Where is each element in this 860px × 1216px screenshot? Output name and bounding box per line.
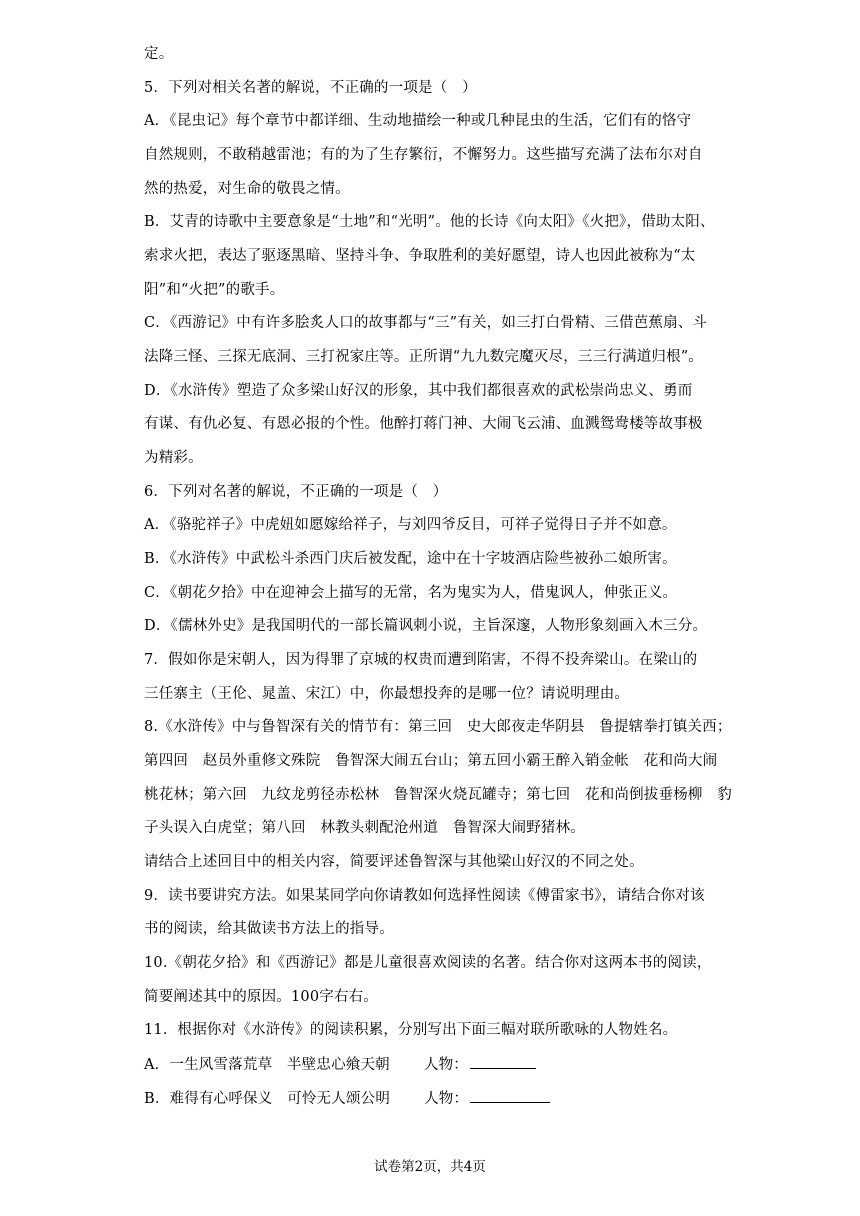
- question-10: 10.《朝花夕拾》和《西游记》都是儿童很喜欢阅读的名著。结合你对这两本书的阅读，: [144, 955, 712, 971]
- question-11: 11．根据你对《水浒传》的阅读积累，分别写出下面三幅对联所歌咏的人物姓名。: [144, 1022, 678, 1038]
- page-footer: 试卷第2页，共4页: [374, 1159, 486, 1175]
- text-line: 三任寨主（王伦、晁盖、宋江）中，你最想投奔的是哪一位？请说明理由。: [144, 686, 630, 702]
- question-6: 6．下列对名著的解说，不正确的一项是（ ）: [144, 484, 448, 500]
- option-c-line: C．《西游记》中有许多脍炙人口的故事都与“三”有关，如三打白骨精、三借芭蕉扇、斗: [144, 315, 708, 331]
- option-a-line: A．《昆虫记》每个章节中都详细、生动地描绘一种或几种昆虫的生活，它们有的恪守: [144, 113, 692, 129]
- answer-label: 人物：: [424, 1091, 469, 1107]
- option-a-line: A．《骆驼祥子》中虎妞如愿嫁给祥子，与刘四爷反目，可祥子觉得日子并不如意。: [144, 517, 677, 533]
- option-b-line: B．《水浒传》中武松斗杀西门庆后被发配，途中在十字坡酒店险些被孙二娘所害。: [144, 551, 677, 567]
- option-c-line: C．《朝花夕拾》中在迎神会上描写的无常，名为鬼实为人，借鬼讽人，伸张正义。: [144, 585, 678, 601]
- text-line: 阳”和“火把”的歌手。: [144, 282, 285, 298]
- answer-label: 人物：: [423, 1057, 468, 1073]
- text-line: 法降三怪、三探无底洞、三打祝家庄等。正所谓“九九数完魔灭尽，三三行满道归根”。: [144, 349, 704, 365]
- question-7: 7．假如你是宋朝人，因为得罪了京城的权贵而遭到陷害，不得不投奔梁山。在梁山的: [144, 652, 698, 668]
- question-9: 9．读书要讲究方法。如果某同学向你请教如何选择性阅读《傅雷家书》，请结合你对该: [144, 888, 705, 904]
- text-line: 为精彩。: [144, 450, 203, 466]
- answer-blank[interactable]: [470, 1054, 536, 1069]
- text-line: 自然规则，不敢稍越雷池；有的为了生存繁衍，不懈努力。这些描写充满了法布尔对自: [144, 147, 703, 163]
- text-line: 书的阅读，给其做读书方法上的指导。: [144, 921, 394, 937]
- option-d-line: D．《水浒传》塑造了众多梁山好汉的形象，其中我们都很喜欢的武松崇尚忠义、勇而: [144, 383, 693, 399]
- text-line: 请结合上述回目中的相关内容，简要评述鲁智深与其他梁山好汉的不同之处。: [144, 854, 644, 870]
- text-line: 索求火把，表达了驱逐黑暗、坚持斗争、争取胜利的美好愿望，诗人也因此被称为“太: [144, 248, 696, 264]
- answer-blank[interactable]: [470, 1088, 550, 1103]
- option-d-line: D．《儒林外史》是我国明代的一部长篇讽刺小说，主旨深邃，人物形象刻画入木三分。: [144, 618, 708, 634]
- couplet-text: B．难得有心呼保义 可怜无人颂公明: [144, 1091, 391, 1107]
- couplet-text: A．一生风雪落荒草 半壁忠心飨天朝: [144, 1057, 390, 1073]
- text-line: 子头误入白虎堂；第八回 林教头刺配沧州道 鲁智深大闹野猪林。: [144, 820, 585, 836]
- text-line: 桃花林；第六回 九纹龙剪径赤松林 鲁智深火烧瓦罐寺；第七回 花和尚倒拔垂杨柳 豹: [144, 787, 732, 803]
- text-line: 简要阐述其中的原因。100字右右。: [144, 989, 379, 1005]
- option-b-line: B．艾青的诗歌中主要意象是“土地”和“光明”。他的长诗《向太阳》《火把》，借助太阳、: [144, 214, 715, 230]
- text-line: 定。: [144, 46, 174, 62]
- question-8: 8.《水浒传》中与鲁智深有关的情节有：第三回 史大郎夜走华阴县 鲁提辖拳打镇关西；: [144, 719, 732, 735]
- question-5: 5．下列对相关名著的解说，不正确的一项是（ ）: [144, 80, 477, 96]
- couplet-a: [144, 1054, 716, 1075]
- text-line: 然的热爱，对生命的敬畏之情。: [144, 181, 350, 197]
- text-line: 第四回 赵员外重修文殊院 鲁智深大闹五台山；第五回小霸王醉入销金帐 花和尚大闹: [144, 753, 718, 769]
- couplet-b: [144, 1088, 716, 1109]
- text-line: 有谋、有仇必复、有恩必报的个性。他醉打蒋门神、大闹飞云浦、血溅鸳鸯楼等故事极: [144, 416, 703, 432]
